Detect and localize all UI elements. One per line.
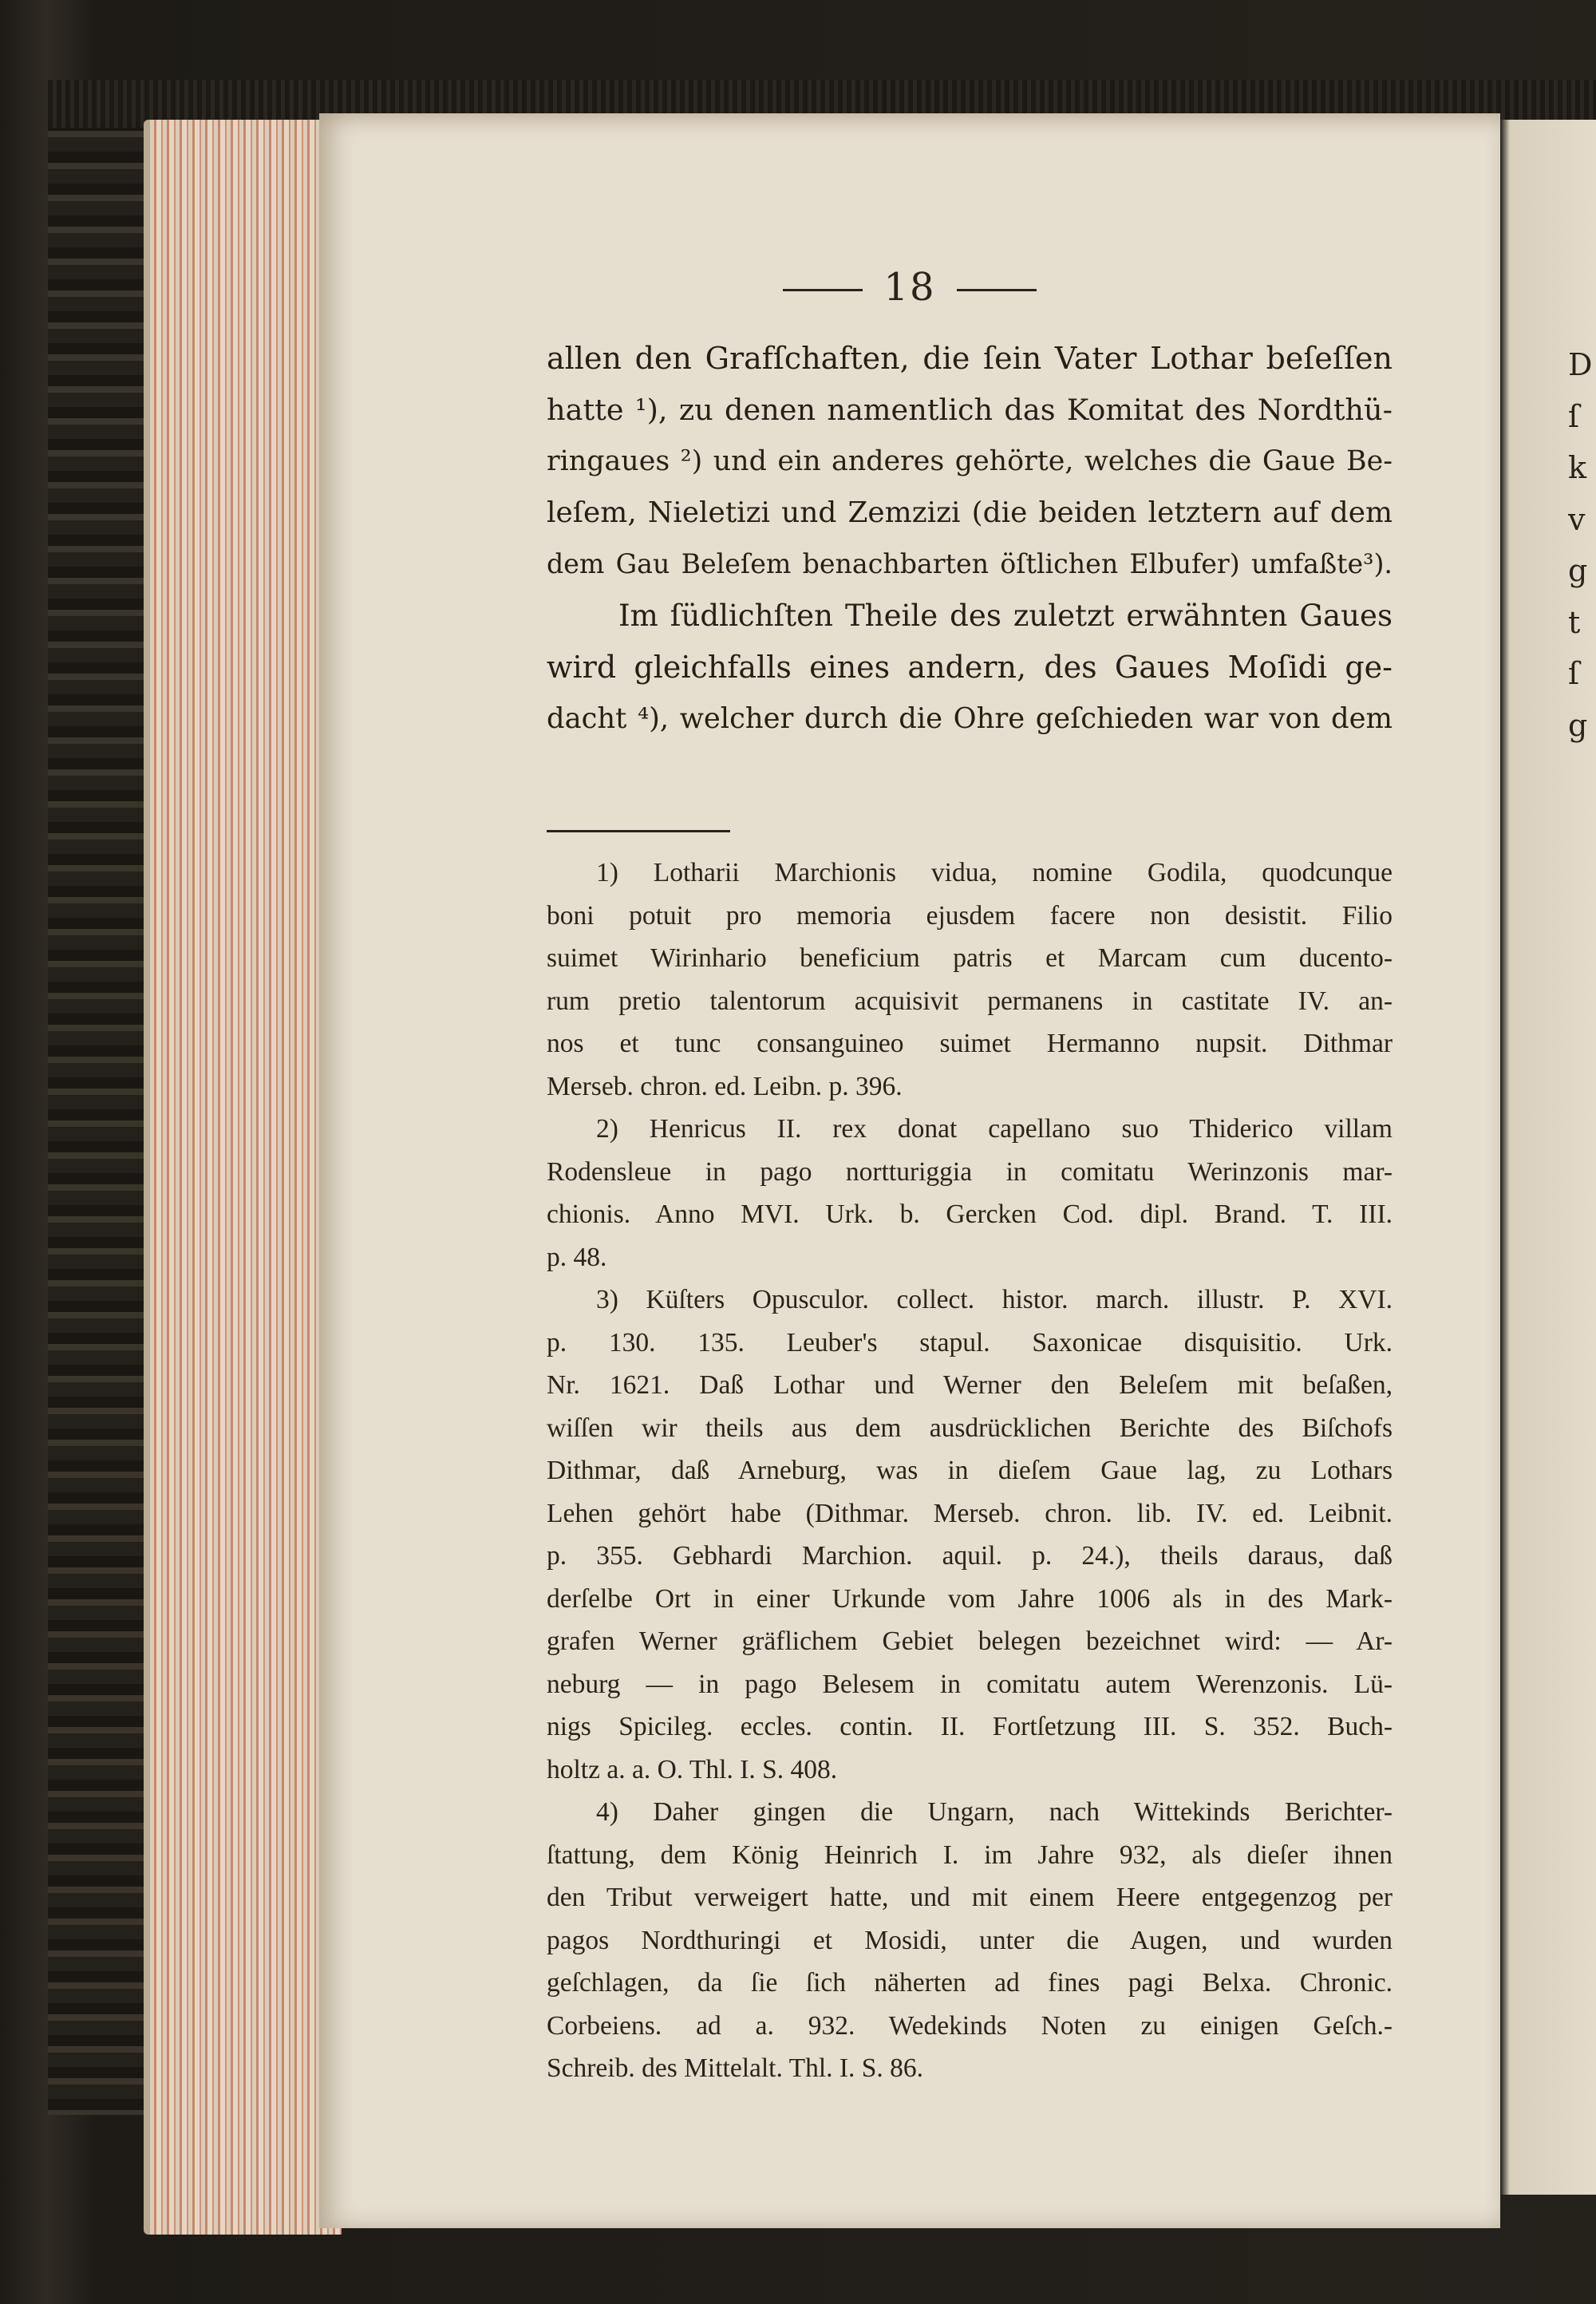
footnote-line: 2) Henricus II. rex donat capellano suo Thiderico villam: [596, 1114, 1393, 1144]
footnote-line: nigs Spicileg. eccles. contin. II. Fortſetzung III. S. 352. Buch-: [547, 1712, 1393, 1741]
footnote-line: chionis. Anno MVI. Urk. b. Gercken Cod. dipl. Brand. T. III.: [547, 1199, 1393, 1229]
footnote-rule: [547, 830, 730, 832]
fragment-letter: D: [1568, 347, 1593, 382]
footnote-line: Rodensleue in pago nortturiggia in comitatu Werinzonis mar-: [547, 1156, 1393, 1187]
footnote-line: rum pretio talentorum acquisivit permanens in castitate IV. an-: [547, 986, 1393, 1016]
body-line: Im ſüdlichſten Theile des zuletzt erwähnten Gaues: [618, 598, 1393, 633]
footnote-line: 4) Daher gingen die Ungarn, nach Wittekinds Berichter-: [596, 1797, 1393, 1827]
fragment-letter: ſ: [1568, 398, 1580, 434]
footnote-line: derſelbe Ort in einer Urkunde vom Jahre 1006 als in des Mark-: [547, 1583, 1393, 1614]
body-line: hatte ¹), zu denen namentlich das Komitat des Nordthü-: [547, 392, 1393, 427]
page-edges: [144, 120, 342, 2235]
body-text: [547, 333, 1393, 745]
footnote-line: p. 48.: [547, 1242, 607, 1272]
footnote-line: Schreib. des Mittelalt. Thl. I. S. 86.: [547, 2053, 924, 2083]
footnote-line: holtz a. a. O. Thl. I. S. 408.: [547, 1754, 838, 1784]
footnote-line: Corbeiens. ad a. 932. Wedekinds Noten zu einigen Geſch.-: [547, 2010, 1393, 2041]
footnote-line: Lehen gehört habe (Dithmar. Merseb. chron. lib. IV. ed. Leibnit.: [547, 1498, 1393, 1528]
fragment-letter: v: [1568, 501, 1586, 537]
header-rule-left: [783, 289, 863, 291]
footnote-line: neburg — in pago Belesem in comitatu autem Werenzonis. Lü-: [547, 1669, 1393, 1699]
page-number: 18: [883, 265, 936, 310]
fragment-letter: k: [1568, 450, 1587, 485]
page-header: [319, 265, 1500, 310]
body-line: allen den Grafſchaften, die ſein Vater Lothar beſeſſen: [547, 341, 1393, 376]
footnote-line: wiſſen wir theils aus dem ausdrücklichen Berichte des Biſchofs: [547, 1413, 1393, 1443]
body-line: dacht ⁴), welcher durch die Ohre geſchieden war von dem: [547, 701, 1393, 735]
footnote-1: [547, 852, 1393, 1108]
book-spine: [48, 120, 148, 2115]
footnote-4: [547, 1791, 1393, 2090]
footnote-2: [547, 1108, 1393, 1278]
footnote-line: 3) Küſters Opusculor. collect. histor. march. illustr. P. XVI.: [596, 1285, 1393, 1314]
footnote-line: Dithmar, daß Arneburg, was in dieſem Gaue lag, zu Lothars: [547, 1456, 1393, 1485]
facing-page-fragment: [1568, 339, 1596, 751]
body-line: wird gleichfalls eines andern, des Gaues Moſidi ge-: [547, 650, 1393, 685]
footnote-line: den Tribut verweigert hatte, und mit einem Heere entgegenzog per: [547, 1883, 1393, 1912]
footnote-line: p. 355. Gebhardi Marchion. aquil. p. 24.), theils daraus, daß: [547, 1541, 1393, 1571]
footnote-line: grafen Werner gräflichem Gebiet belegen bezeichnet wird: — Ar-: [547, 1626, 1393, 1656]
book-page: [319, 113, 1500, 2228]
footnote-line: geſchlagen, da ſie ſich näherten ad fines pagi Belxa. Chronic.: [547, 1968, 1393, 1998]
fragment-letter: g: [1568, 553, 1588, 588]
footnote-line: Merseb. chron. ed. Leibn. p. 396.: [547, 1071, 903, 1101]
footnote-line: Nr. 1621. Daß Lothar und Werner den Beleſem mit beſaßen,: [547, 1370, 1393, 1400]
body-line: dem Gau Beleſem benachbarten öſtlichen Elbufer) umfaßte³).: [547, 548, 1393, 579]
header-rule-right: [957, 289, 1037, 291]
footnote-line: suimet Wirinhario beneficium patris et Marcam cum ducento-: [547, 943, 1393, 973]
fragment-letter: ſ: [1568, 656, 1580, 691]
fragment-letter: t: [1568, 604, 1581, 640]
footnote-3: [547, 1278, 1393, 1791]
footnote-line: 1) Lotharii Marchionis vidua, nomine Godila, quodcunque: [596, 858, 1393, 887]
body-line: leſem, Nieletizi und Zemzizi (die beiden letztern auf dem: [547, 496, 1393, 529]
footnote-line: p. 130. 135. Leuber's stapul. Saxonicae disquisitio. Urk.: [547, 1327, 1393, 1358]
fragment-letter: g: [1568, 707, 1588, 743]
footnotes: [547, 852, 1393, 2090]
body-line: ringaues ²) und ein anderes gehörte, welches die Gaue Be-: [547, 445, 1393, 477]
footnote-line: boni potuit pro memoria ejusdem facere non desistit. Filio: [547, 900, 1393, 931]
footnote-line: ſtattung, dem König Heinrich I. im Jahre 932, als dieſer ihnen: [547, 1840, 1393, 1870]
footnote-line: pagos Nordthuringi et Mosidi, unter die Augen, und wurden: [547, 1925, 1393, 1955]
footnote-line: nos et tunc consanguineo suimet Hermanno nupsit. Dithmar: [547, 1029, 1393, 1058]
